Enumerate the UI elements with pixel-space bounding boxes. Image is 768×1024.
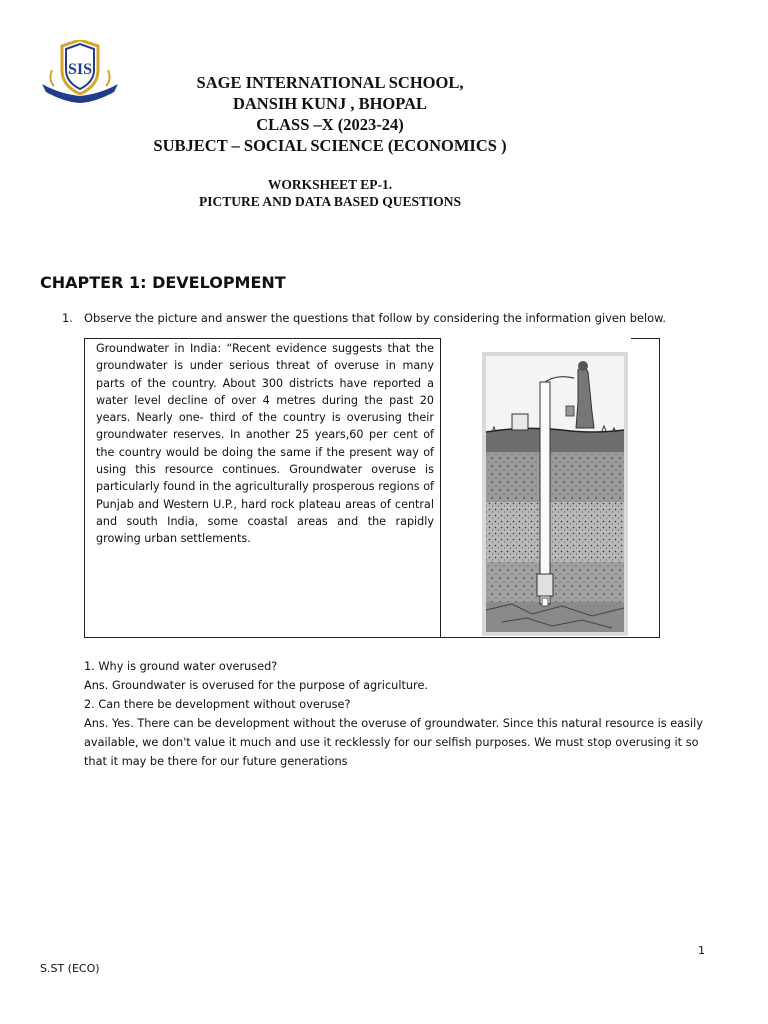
page-footer: S.ST (ECO) <box>40 962 100 975</box>
passage-text: Groundwater in India: “Recent evidence suggests that the groundwater is under serious threat of overuse in many parts of the country. About 300 districts have reported a water level decline of over 4 metres during the past 20 years. Nearly one- third of the country is overusing their groundwater reserves. In another 25 years,60 per cent of the country would be doing the same if the present way of using this resource continues. Groundwater overuse is particularly found in the agriculturally prosperous regions of Punjab and Western U.P., hard rock plateau areas of central and south India, some coastal areas and the rapidly growing urban settlements. <box>96 342 434 546</box>
chapter-title: CHAPTER 1: DEVELOPMENT <box>40 273 286 292</box>
class-line: CLASS –X (2023-24) <box>256 115 404 134</box>
questions-answers <box>84 657 714 771</box>
passage-table <box>84 338 660 638</box>
worksheet-heading <box>150 176 510 210</box>
groundwater-well-picture <box>482 352 628 636</box>
question-1 <box>62 311 722 326</box>
page-number: 1 <box>698 944 705 957</box>
question-text-1: 1. Why is ground water overused? <box>84 660 278 673</box>
subject-line: SUBJECT – SOCIAL SCIENCE (ECONOMICS ) <box>153 136 507 155</box>
answer-text-2: Ans. Yes. There can be development without the overuse of groundwater. Since this natural resource is easily available, we don't value it much and use it recklessly for our selfish purposes. We must stop overusing it so that it may be there for our future generations <box>84 717 703 768</box>
school-logo <box>40 40 120 104</box>
answer-text-1: Ans. Groundwater is overused for the purpose of agriculture. <box>84 679 428 692</box>
question-text-2: 2. Can there be development without overuse? <box>84 698 351 711</box>
worksheet-title: WORKSHEET EP-1. <box>267 177 393 192</box>
question-text: Observe the picture and answer the questions that follow by considering the information given below. <box>84 311 666 325</box>
school-name: SAGE INTERNATIONAL SCHOOL, <box>196 73 464 92</box>
question-number: 1. <box>62 311 73 325</box>
table-divider <box>440 339 441 637</box>
logo-letters: SIS <box>67 61 93 78</box>
document-header <box>110 72 550 156</box>
school-location: DANSIH KUNJ , BHOPAL <box>232 94 428 113</box>
worksheet-subtitle: PICTURE AND DATA BASED QUESTIONS <box>198 194 462 209</box>
